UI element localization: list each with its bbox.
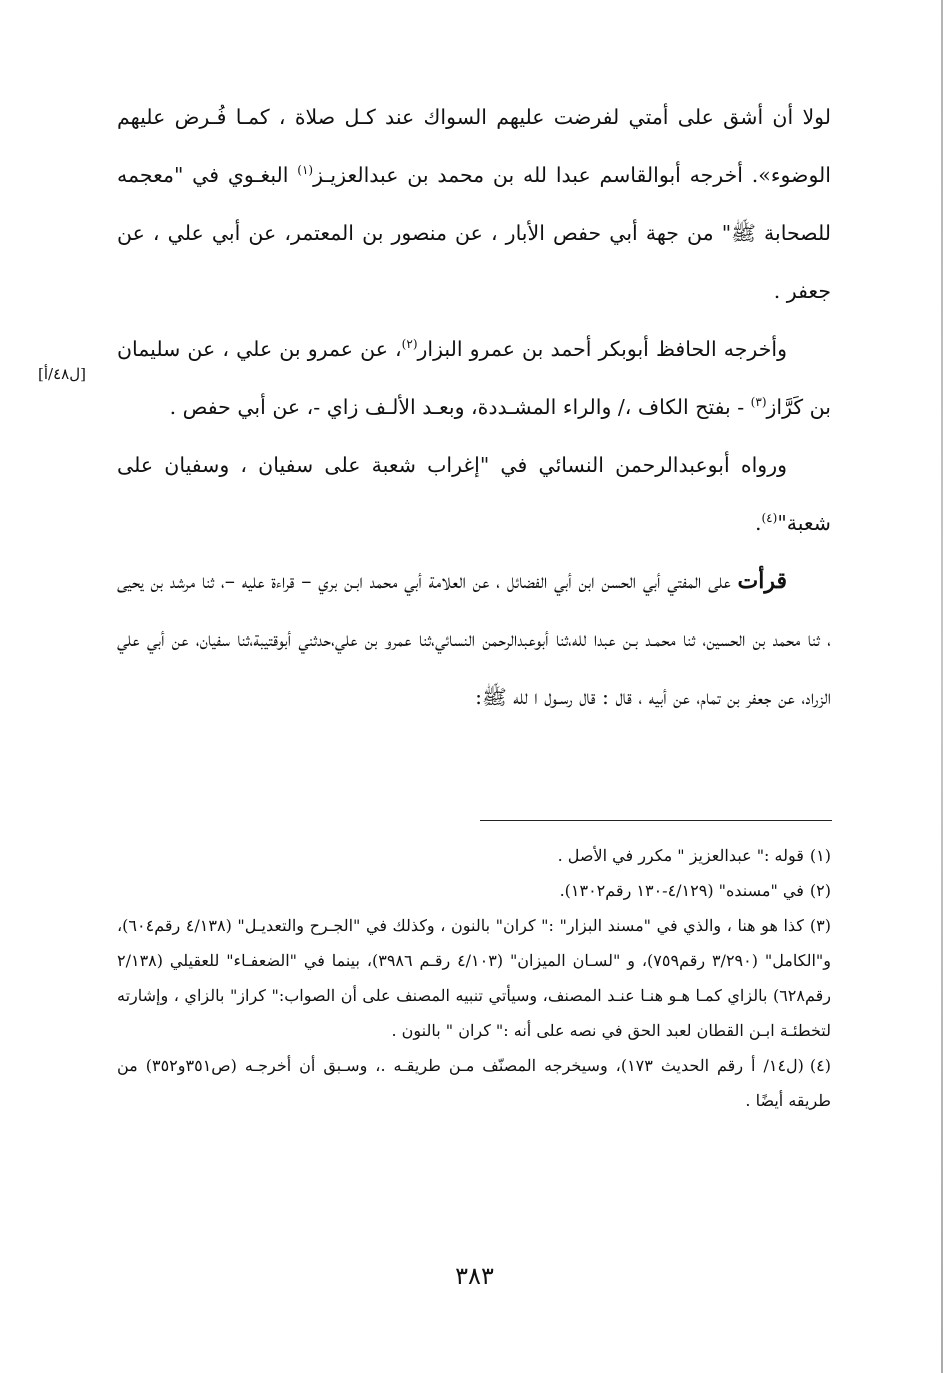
footnote-1 [117, 838, 831, 873]
footnote-2-number: (٢) [809, 881, 831, 900]
paragraph-4-text: على المفتي أبي الحسن ابن أبي الفضائل ، عن العلامة أبي محمد ابـن بري – قراءة عليه –، ثنا مرشد بن يحيى ، ثنا محمد بن الحسين، ثنا محمـد بـن عبدا لله،ثنا أبوعبدالرحمن النسائي،ثنا عمرو بن علي،حدثني أبوقتيبة،ثنا سفيان، عن أبي علي الزراد، عن جعفر بن تمام، عن أبيه ، قال : قال رسـول ا لله ﷺ: [117, 569, 831, 709]
paragraph-3 [117, 436, 831, 552]
footnote-3-number: (٣) [809, 916, 832, 935]
manuscript-folio-marker: [ل٤٨/أ] [38, 365, 86, 383]
footnote-ref-3[interactable]: (٣) [750, 395, 767, 410]
paragraph-2 [117, 320, 831, 436]
paragraph-1-text-b: البغـوي في "معجمه للصحابة ﷺ" من جهة أبي حفص الأبار ، عن منصور بن المعتمر، عن أبي علي ، عن جعفر . [117, 163, 831, 303]
paragraph-4-lead-word: قرأت [737, 568, 787, 594]
footnote-4 [117, 1048, 831, 1118]
footnote-separator-rule [480, 820, 832, 821]
main-text-body [117, 88, 831, 726]
footnote-1-number: (١) [809, 846, 831, 865]
paragraph-3-text-b: . [754, 511, 762, 535]
paragraph-2-text-a: وأخرجه الحافظ أبوبكر أحمد بن عمرو البزار [417, 337, 788, 361]
paragraph-2-text-c: - بفتح الكاف ،/ والراء المشـددة، وبعـد الألـف زاي -، عن أبي حفص . [169, 395, 751, 419]
page-edge-shadow [941, 0, 943, 1373]
footnote-4-text: (ل١٤/ أ رقم الحديث ١٧٣)، وسيخرجه المصنّف مـن طريقـه .، وسـبق أن أخرجـه (ص٣٥١و٣٥٢) من طريقه أيضًا . [117, 1056, 831, 1110]
footnote-3 [117, 908, 831, 1048]
paragraph-4 [117, 552, 831, 726]
paragraph-2-text-b: ، عن عمرو بن علي ، عن سليمان بن كَرَّاز [117, 337, 831, 419]
footnote-ref-2[interactable]: (٢) [401, 337, 418, 352]
footnote-1-text: قوله :" عبدالعزيز " مكرر في الأصل . [557, 846, 804, 865]
footnote-2 [117, 873, 831, 908]
footnote-3-text: كذا هو هنا ، والذي في "مسند البزار" :" كران" بالنون ، وكذلك في "الجـرح والتعديـل" (٤/١٣٨ رقم٦٠٤)، و"الكامل" (٣/٢٩٠ رقم٧٥٩)، و "لسـان الميزان" (٤/١٠٣ رقـم ٣٩٨٦)، بينما في "الضعفـاء" للعقيلي (٢/١٣٨ رقم٦٢٨) بالزاي كمـا هـو هنـا عنـد المصنف، وسيأتي تنبيه المصنف على أن الصواب:" كراز" بالزاي ، وإشارته لتخطئـة ابـن القطان لعبد الحق في نصه على أنه :" كران " بالنون . [117, 916, 831, 1040]
footnote-2-text: في "مسنده" (٤/١٢٩-١٣٠ رقم١٣٠٢). [559, 881, 804, 900]
footnote-ref-4[interactable]: (٤) [761, 511, 778, 526]
paragraph-3-text-a: ورواه أبوعبدالرحمن النسائي في "إغراب شعبة على سفيان ، وسفيان على شعبة" [117, 453, 831, 535]
footnote-ref-1[interactable]: (١) [297, 163, 314, 178]
page-number: ٣٨٣ [455, 1262, 494, 1290]
footnote-4-number: (٤) [809, 1056, 832, 1075]
paragraph-1 [117, 88, 831, 320]
footnotes-section [117, 838, 831, 1118]
paragraph-1-text-a: لولا أن أشق على أمتي لفرضت عليهم السواك عند كـل صلاة ، كمـا فُـرض عليهم الوضوء». أخرجه أبوالقاسم عبدا لله بن محمد بن عبدالعزيـز [117, 105, 831, 187]
